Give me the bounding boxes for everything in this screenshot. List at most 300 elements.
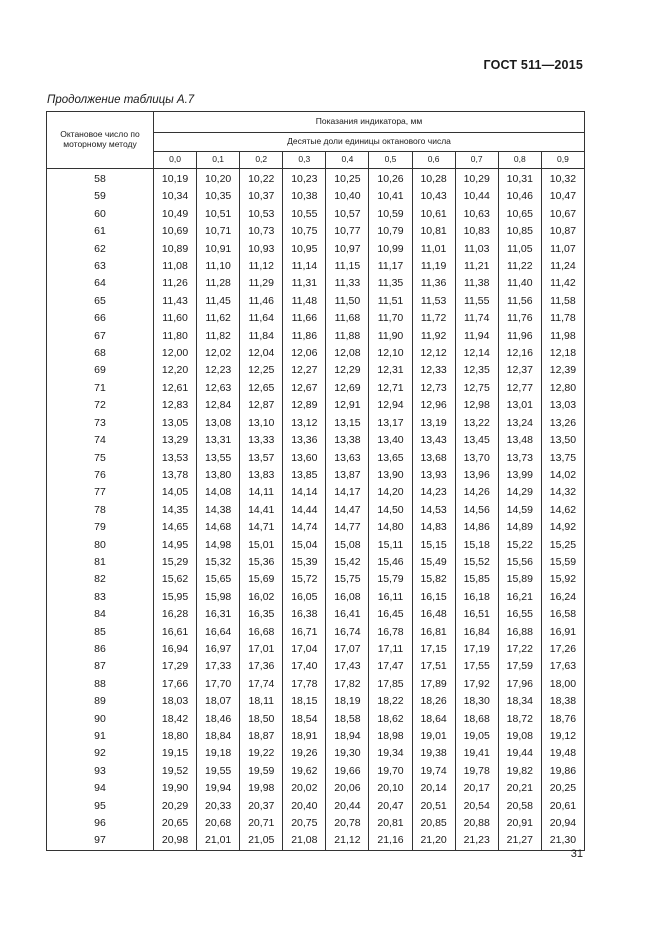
indicator-value-cell: 20,65 — [154, 815, 197, 832]
indicator-value-cell: 11,43 — [154, 293, 197, 310]
indicator-value-cell: 13,78 — [154, 467, 197, 484]
indicator-value-cell: 13,24 — [498, 415, 541, 432]
indicator-value-cell: 14,65 — [154, 519, 197, 536]
indicator-value-cell: 18,03 — [154, 693, 197, 710]
indicator-value-cell: 12,63 — [197, 380, 240, 397]
indicator-value-cell: 15,79 — [369, 571, 412, 588]
indicator-value-cell: 10,61 — [412, 206, 455, 223]
indicator-value-cell: 11,01 — [412, 241, 455, 258]
indicator-value-cell: 19,22 — [240, 745, 283, 762]
indicator-value-cell: 16,28 — [154, 606, 197, 623]
indicator-value-cell: 14,80 — [369, 519, 412, 536]
indicator-value-cell: 21,27 — [498, 832, 541, 850]
indicator-value-cell: 13,60 — [283, 450, 326, 467]
indicator-value-cell: 16,51 — [455, 606, 498, 623]
indicator-value-cell: 16,08 — [326, 589, 369, 606]
indicator-value-cell: 12,77 — [498, 380, 541, 397]
indicator-value-cell: 19,94 — [197, 780, 240, 797]
indicator-value-cell: 19,01 — [412, 728, 455, 745]
indicator-value-cell: 12,65 — [240, 380, 283, 397]
indicator-value-cell: 11,21 — [455, 258, 498, 275]
indicator-value-cell: 12,14 — [455, 345, 498, 362]
indicator-value-cell: 12,75 — [455, 380, 498, 397]
indicator-value-cell: 10,91 — [197, 241, 240, 258]
indicator-value-cell: 12,39 — [541, 362, 584, 379]
indicator-value-cell: 11,56 — [498, 293, 541, 310]
indicator-value-cell: 10,38 — [283, 188, 326, 205]
octane-number-cell: 75 — [47, 450, 154, 467]
indicator-value-cell: 19,70 — [369, 763, 412, 780]
indicator-value-cell: 21,08 — [283, 832, 326, 850]
indicator-value-cell: 16,58 — [541, 606, 584, 623]
indicator-value-cell: 11,82 — [197, 328, 240, 345]
octane-number-cell: 62 — [47, 241, 154, 258]
indicator-value-cell: 16,91 — [541, 624, 584, 641]
indicator-value-cell: 13,93 — [412, 467, 455, 484]
indicator-value-cell: 16,97 — [197, 641, 240, 658]
indicator-value-cell: 10,55 — [283, 206, 326, 223]
indicator-value-cell: 14,77 — [326, 519, 369, 536]
indicator-value-cell: 10,20 — [197, 169, 240, 189]
indicator-value-cell: 14,50 — [369, 502, 412, 519]
indicator-value-cell: 15,69 — [240, 571, 283, 588]
table-row — [47, 206, 585, 223]
indicator-value-cell: 14,02 — [541, 467, 584, 484]
indicator-value-cell: 11,31 — [283, 275, 326, 292]
indicator-value-cell: 10,40 — [326, 188, 369, 205]
table-row — [47, 571, 585, 588]
table-row — [47, 780, 585, 797]
indicator-value-cell: 12,37 — [498, 362, 541, 379]
decimal-header-cell: 0,2 — [240, 152, 283, 169]
indicator-value-cell: 14,95 — [154, 537, 197, 554]
indicator-value-cell: 17,04 — [283, 641, 326, 658]
indicator-value-cell: 18,62 — [369, 711, 412, 728]
indicator-value-cell: 16,21 — [498, 589, 541, 606]
indicator-value-cell: 17,40 — [283, 658, 326, 675]
indicator-value-cell: 10,97 — [326, 241, 369, 258]
indicator-value-cell: 18,00 — [541, 676, 584, 693]
octane-number-cell: 80 — [47, 537, 154, 554]
indicator-value-cell: 13,65 — [369, 450, 412, 467]
indicator-value-cell: 11,17 — [369, 258, 412, 275]
indicator-value-cell: 12,20 — [154, 362, 197, 379]
indicator-value-cell: 17,29 — [154, 658, 197, 675]
indicator-value-cell: 16,81 — [412, 624, 455, 641]
indicator-value-cell: 16,11 — [369, 589, 412, 606]
indicator-value-cell: 11,45 — [197, 293, 240, 310]
indicator-value-cell: 11,28 — [197, 275, 240, 292]
indicator-value-cell: 20,98 — [154, 832, 197, 850]
indicator-value-cell: 14,98 — [197, 537, 240, 554]
indicator-value-cell: 21,16 — [369, 832, 412, 850]
indicator-value-cell: 10,79 — [369, 223, 412, 240]
indicator-value-cell: 19,59 — [240, 763, 283, 780]
indicator-value-cell: 13,31 — [197, 432, 240, 449]
octane-number-cell: 67 — [47, 328, 154, 345]
indicator-value-cell: 17,26 — [541, 641, 584, 658]
table-row — [47, 815, 585, 832]
indicator-value-cell: 10,89 — [154, 241, 197, 258]
indicator-value-cell: 11,58 — [541, 293, 584, 310]
indicator-value-cell: 13,57 — [240, 450, 283, 467]
indicator-value-cell: 10,44 — [455, 188, 498, 205]
indicator-value-cell: 15,52 — [455, 554, 498, 571]
indicator-value-cell: 16,18 — [455, 589, 498, 606]
indicator-value-cell: 20,91 — [498, 815, 541, 832]
decimal-header-cell: 0,0 — [154, 152, 197, 169]
table-row — [47, 728, 585, 745]
octane-number-cell: 86 — [47, 641, 154, 658]
table-row — [47, 606, 585, 623]
indicator-value-cell: 20,40 — [283, 798, 326, 815]
indicator-group-header: Показания индикатора, мм — [154, 112, 585, 133]
decimal-header-cell: 0,7 — [455, 152, 498, 169]
indicator-value-cell: 13,40 — [369, 432, 412, 449]
octane-number-cell: 81 — [47, 554, 154, 571]
indicator-value-cell: 15,65 — [197, 571, 240, 588]
indicator-value-cell: 12,80 — [541, 380, 584, 397]
table-row — [47, 328, 585, 345]
indicator-value-cell: 13,50 — [541, 432, 584, 449]
indicator-value-cell: 13,17 — [369, 415, 412, 432]
indicator-value-cell: 18,07 — [197, 693, 240, 710]
indicator-value-cell: 17,92 — [455, 676, 498, 693]
indicator-value-cell: 13,12 — [283, 415, 326, 432]
indicator-value-cell: 20,61 — [541, 798, 584, 815]
indicator-value-cell: 14,29 — [498, 484, 541, 501]
indicator-value-cell: 15,98 — [197, 589, 240, 606]
indicator-value-cell: 17,33 — [197, 658, 240, 675]
indicator-value-cell: 11,10 — [197, 258, 240, 275]
indicator-value-cell: 12,83 — [154, 397, 197, 414]
indicator-value-cell: 16,71 — [283, 624, 326, 641]
indicator-value-cell: 16,78 — [369, 624, 412, 641]
indicator-value-cell: 19,78 — [455, 763, 498, 780]
indicator-value-cell: 10,87 — [541, 223, 584, 240]
indicator-value-cell: 16,84 — [455, 624, 498, 641]
indicator-value-cell: 10,19 — [154, 169, 197, 189]
table-row — [47, 293, 585, 310]
octane-number-cell: 78 — [47, 502, 154, 519]
indicator-value-cell: 11,78 — [541, 310, 584, 327]
indicator-value-cell: 11,96 — [498, 328, 541, 345]
indicator-value-cell: 18,58 — [326, 711, 369, 728]
indicator-value-cell: 11,92 — [412, 328, 455, 345]
indicator-value-cell: 10,43 — [412, 188, 455, 205]
indicator-value-cell: 10,49 — [154, 206, 197, 223]
indicator-value-cell: 16,64 — [197, 624, 240, 641]
octane-number-cell: 60 — [47, 206, 154, 223]
octane-number-cell: 61 — [47, 223, 154, 240]
indicator-value-cell: 13,87 — [326, 467, 369, 484]
indicator-value-cell: 15,59 — [541, 554, 584, 571]
indicator-value-cell: 21,20 — [412, 832, 455, 850]
indicator-value-cell: 16,61 — [154, 624, 197, 641]
indicator-value-cell: 17,85 — [369, 676, 412, 693]
indicator-value-cell: 19,98 — [240, 780, 283, 797]
indicator-value-cell: 12,08 — [326, 345, 369, 362]
indicator-value-cell: 16,24 — [541, 589, 584, 606]
indicator-value-cell: 17,63 — [541, 658, 584, 675]
indicator-value-cell: 15,85 — [455, 571, 498, 588]
indicator-value-cell: 10,59 — [369, 206, 412, 223]
indicator-value-cell: 19,44 — [498, 745, 541, 762]
indicator-value-cell: 13,90 — [369, 467, 412, 484]
indicator-value-cell: 11,26 — [154, 275, 197, 292]
indicator-value-cell: 15,01 — [240, 537, 283, 554]
indicator-value-cell: 12,73 — [412, 380, 455, 397]
table-row — [47, 310, 585, 327]
indicator-value-cell: 10,35 — [197, 188, 240, 205]
indicator-value-cell: 11,76 — [498, 310, 541, 327]
indicator-value-cell: 15,49 — [412, 554, 455, 571]
indicator-value-cell: 18,38 — [541, 693, 584, 710]
octane-number-cell: 73 — [47, 415, 154, 432]
indicator-value-cell: 15,72 — [283, 571, 326, 588]
indicator-value-cell: 14,20 — [369, 484, 412, 501]
table-row — [47, 589, 585, 606]
indicator-value-cell: 14,68 — [197, 519, 240, 536]
indicator-value-cell: 17,07 — [326, 641, 369, 658]
indicator-value-cell: 12,00 — [154, 345, 197, 362]
indicator-value-cell: 11,05 — [498, 241, 541, 258]
table-row — [47, 380, 585, 397]
indicator-value-cell: 19,26 — [283, 745, 326, 762]
octane-number-cell: 64 — [47, 275, 154, 292]
indicator-value-cell: 16,74 — [326, 624, 369, 641]
indicator-value-cell: 13,75 — [541, 450, 584, 467]
indicator-value-cell: 15,39 — [283, 554, 326, 571]
indicator-value-cell: 10,53 — [240, 206, 283, 223]
indicator-value-cell: 17,74 — [240, 676, 283, 693]
table-row — [47, 397, 585, 414]
table-row — [47, 554, 585, 571]
table-row — [47, 711, 585, 728]
indicator-value-cell: 20,75 — [283, 815, 326, 832]
octane-number-cell: 93 — [47, 763, 154, 780]
indicator-value-cell: 15,22 — [498, 537, 541, 554]
indicator-value-cell: 13,96 — [455, 467, 498, 484]
indicator-value-cell: 19,52 — [154, 763, 197, 780]
indicator-value-cell: 20,44 — [326, 798, 369, 815]
indicator-value-cell: 19,66 — [326, 763, 369, 780]
indicator-value-cell: 12,23 — [197, 362, 240, 379]
table-row — [47, 223, 585, 240]
octane-column-header: Октановое число по моторному методу — [47, 112, 154, 169]
indicator-value-cell: 20,06 — [326, 780, 369, 797]
indicator-value-cell: 16,41 — [326, 606, 369, 623]
indicator-value-cell: 18,11 — [240, 693, 283, 710]
octane-number-cell: 90 — [47, 711, 154, 728]
indicator-value-cell: 10,37 — [240, 188, 283, 205]
octane-number-cell: 96 — [47, 815, 154, 832]
indicator-value-cell: 17,82 — [326, 676, 369, 693]
indicator-value-cell: 15,92 — [541, 571, 584, 588]
indicator-value-cell: 11,38 — [455, 275, 498, 292]
indicator-value-cell: 11,94 — [455, 328, 498, 345]
indicator-value-cell: 11,66 — [283, 310, 326, 327]
indicator-value-cell: 13,33 — [240, 432, 283, 449]
indicator-value-cell: 12,02 — [197, 345, 240, 362]
indicator-value-cell: 10,31 — [498, 169, 541, 189]
indicator-value-cell: 11,12 — [240, 258, 283, 275]
indicator-value-cell: 13,03 — [541, 397, 584, 414]
indicator-value-cell: 13,26 — [541, 415, 584, 432]
indicator-value-cell: 13,22 — [455, 415, 498, 432]
indicator-value-cell: 12,67 — [283, 380, 326, 397]
table-row — [47, 258, 585, 275]
indicator-value-cell: 11,08 — [154, 258, 197, 275]
indicator-value-cell: 18,22 — [369, 693, 412, 710]
indicator-value-cell: 10,65 — [498, 206, 541, 223]
indicator-value-cell: 18,46 — [197, 711, 240, 728]
indicator-value-cell: 11,62 — [197, 310, 240, 327]
indicator-value-cell: 14,47 — [326, 502, 369, 519]
indicator-value-cell: 12,33 — [412, 362, 455, 379]
indicator-value-cell: 10,75 — [283, 223, 326, 240]
indicator-value-cell: 14,05 — [154, 484, 197, 501]
indicator-value-cell: 16,88 — [498, 624, 541, 641]
indicator-value-cell: 20,85 — [412, 815, 455, 832]
indicator-value-cell: 12,96 — [412, 397, 455, 414]
indicator-value-cell: 15,04 — [283, 537, 326, 554]
indicator-value-cell: 11,15 — [326, 258, 369, 275]
indicator-value-cell: 20,29 — [154, 798, 197, 815]
octane-number-cell: 63 — [47, 258, 154, 275]
indicator-value-cell: 11,22 — [498, 258, 541, 275]
decimal-header-cell: 0,1 — [197, 152, 240, 169]
indicator-value-cell: 13,53 — [154, 450, 197, 467]
octane-number-cell: 76 — [47, 467, 154, 484]
indicator-value-cell: 13,19 — [412, 415, 455, 432]
indicator-value-cell: 17,11 — [369, 641, 412, 658]
table-row — [47, 362, 585, 379]
indicator-value-cell: 12,25 — [240, 362, 283, 379]
table-caption: Продолжение таблицы А.7 — [47, 94, 195, 106]
indicator-value-cell: 17,96 — [498, 676, 541, 693]
indicator-value-cell: 11,68 — [326, 310, 369, 327]
indicator-value-cell: 10,28 — [412, 169, 455, 189]
indicator-value-cell: 13,36 — [283, 432, 326, 449]
indicator-value-cell: 13,43 — [412, 432, 455, 449]
indicator-value-cell: 14,44 — [283, 502, 326, 519]
indicator-value-cell: 13,01 — [498, 397, 541, 414]
table-row — [47, 693, 585, 710]
indicator-value-cell: 18,54 — [283, 711, 326, 728]
table-row — [47, 432, 585, 449]
indicator-value-cell: 11,60 — [154, 310, 197, 327]
indicator-value-cell: 12,16 — [498, 345, 541, 362]
indicator-value-cell: 18,87 — [240, 728, 283, 745]
octane-number-cell: 83 — [47, 589, 154, 606]
indicator-value-cell: 13,80 — [197, 467, 240, 484]
indicator-value-cell: 17,89 — [412, 676, 455, 693]
indicator-value-cell: 17,70 — [197, 676, 240, 693]
indicator-value-cell: 12,18 — [541, 345, 584, 362]
indicator-value-cell: 12,35 — [455, 362, 498, 379]
indicator-value-cell: 19,38 — [412, 745, 455, 762]
octane-number-cell: 88 — [47, 676, 154, 693]
octane-number-cell: 69 — [47, 362, 154, 379]
indicator-value-cell: 20,17 — [455, 780, 498, 797]
indicator-value-cell: 15,18 — [455, 537, 498, 554]
indicator-value-cell: 16,05 — [283, 589, 326, 606]
indicator-value-cell: 19,62 — [283, 763, 326, 780]
indicator-value-cell: 16,48 — [412, 606, 455, 623]
indicator-value-cell: 18,76 — [541, 711, 584, 728]
octane-number-cell: 94 — [47, 780, 154, 797]
table-row — [47, 832, 585, 850]
indicator-value-cell: 17,22 — [498, 641, 541, 658]
indicator-value-cell: 13,83 — [240, 467, 283, 484]
indicator-value-cell: 14,86 — [455, 519, 498, 536]
octane-number-cell: 87 — [47, 658, 154, 675]
octane-number-cell: 97 — [47, 832, 154, 850]
indicator-value-cell: 20,33 — [197, 798, 240, 815]
indicator-value-cell: 11,35 — [369, 275, 412, 292]
indicator-value-cell: 20,81 — [369, 815, 412, 832]
indicator-value-cell: 13,85 — [283, 467, 326, 484]
indicator-value-cell: 16,68 — [240, 624, 283, 641]
indicator-value-cell: 20,21 — [498, 780, 541, 797]
indicator-value-cell: 17,36 — [240, 658, 283, 675]
decimal-header-cell: 0,6 — [412, 152, 455, 169]
indicator-value-cell: 18,26 — [412, 693, 455, 710]
octane-number-cell: 68 — [47, 345, 154, 362]
indicator-value-cell: 17,19 — [455, 641, 498, 658]
indicator-value-cell: 20,68 — [197, 815, 240, 832]
indicator-value-cell: 11,40 — [498, 275, 541, 292]
indicator-value-cell: 15,75 — [326, 571, 369, 588]
decimal-header-cell: 0,9 — [541, 152, 584, 169]
indicator-value-cell: 19,82 — [498, 763, 541, 780]
indicator-value-cell: 10,51 — [197, 206, 240, 223]
indicator-value-cell: 18,84 — [197, 728, 240, 745]
indicator-value-cell: 15,89 — [498, 571, 541, 588]
octane-number-cell: 84 — [47, 606, 154, 623]
indicator-value-cell: 17,78 — [283, 676, 326, 693]
indicator-value-cell: 10,22 — [240, 169, 283, 189]
octane-number-cell: 71 — [47, 380, 154, 397]
indicator-value-cell: 14,32 — [541, 484, 584, 501]
indicator-value-cell: 10,69 — [154, 223, 197, 240]
indicator-value-cell: 20,10 — [369, 780, 412, 797]
indicator-value-cell: 10,25 — [326, 169, 369, 189]
octane-number-cell: 91 — [47, 728, 154, 745]
table-row — [47, 484, 585, 501]
indicator-value-cell: 10,57 — [326, 206, 369, 223]
indicator-value-cell: 11,70 — [369, 310, 412, 327]
indicator-value-cell: 15,62 — [154, 571, 197, 588]
indicator-value-cell: 18,72 — [498, 711, 541, 728]
octane-number-cell: 92 — [47, 745, 154, 762]
indicator-value-cell: 19,74 — [412, 763, 455, 780]
indicator-value-cell: 18,19 — [326, 693, 369, 710]
table-row — [47, 658, 585, 675]
octane-number-cell: 58 — [47, 169, 154, 189]
octane-number-cell: 74 — [47, 432, 154, 449]
indicator-value-cell: 12,84 — [197, 397, 240, 414]
indicator-value-cell: 14,56 — [455, 502, 498, 519]
indicator-value-cell: 17,01 — [240, 641, 283, 658]
indicator-value-cell: 15,29 — [154, 554, 197, 571]
indicator-value-cell: 20,58 — [498, 798, 541, 815]
indicator-value-cell: 12,91 — [326, 397, 369, 414]
indicator-value-cell: 14,74 — [283, 519, 326, 536]
indicator-value-cell: 11,90 — [369, 328, 412, 345]
table-row — [47, 676, 585, 693]
